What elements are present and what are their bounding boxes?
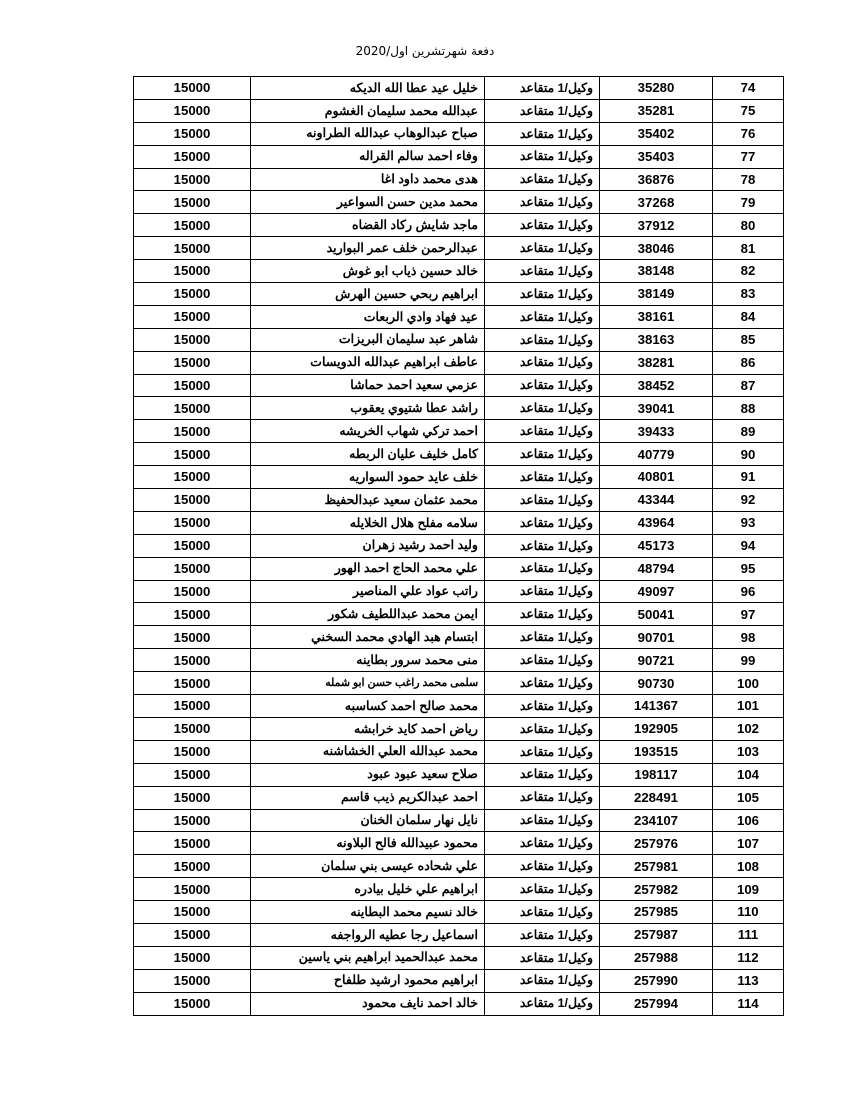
serial-number-cell: 100 [713,672,784,695]
roster-body [134,77,784,1016]
serial-number-cell: 111 [713,923,784,946]
id-number-cell: 234107 [600,809,713,832]
rank-status-cell: وكيل/1 متقاعد [485,237,600,260]
table-row [134,466,784,489]
amount-cell: 15000 [134,420,251,443]
rank-status-cell: وكيل/1 متقاعد [485,969,600,992]
serial-number-cell: 101 [713,695,784,718]
name-cell: خالد احمد نايف محمود [251,992,485,1015]
table-row [134,374,784,397]
name-cell: عيد فهاد وادي الربعات [251,305,485,328]
id-number-cell: 36876 [600,168,713,191]
serial-number-cell: 104 [713,763,784,786]
roster-table [133,76,784,1016]
id-number-cell: 141367 [600,695,713,718]
table-row [134,626,784,649]
amount-cell: 15000 [134,626,251,649]
serial-number-cell: 97 [713,603,784,626]
name-cell: كامل خليف عليان الربطه [251,443,485,466]
amount-cell: 15000 [134,260,251,283]
serial-number-cell: 95 [713,557,784,580]
serial-number-cell: 108 [713,855,784,878]
serial-number-cell: 103 [713,740,784,763]
serial-number-cell: 82 [713,260,784,283]
id-number-cell: 90721 [600,649,713,672]
rank-status-cell: وكيل/1 متقاعد [485,283,600,306]
name-cell: علي محمد الحاج احمد الهور [251,557,485,580]
amount-cell: 15000 [134,489,251,512]
amount-cell: 15000 [134,77,251,100]
name-cell: احمد عبدالكريم ذيب قاسم [251,786,485,809]
amount-cell: 15000 [134,557,251,580]
serial-number-cell: 109 [713,878,784,901]
table-row [134,260,784,283]
table-row [134,99,784,122]
table-row [134,672,784,695]
table-row [134,420,784,443]
rank-status-cell: وكيل/1 متقاعد [485,946,600,969]
serial-number-cell: 79 [713,191,784,214]
id-number-cell: 192905 [600,717,713,740]
rank-status-cell: وكيل/1 متقاعد [485,99,600,122]
rank-status-cell: وكيل/1 متقاعد [485,145,600,168]
rank-status-cell: وكيل/1 متقاعد [485,374,600,397]
name-cell: رياض احمد كايد خرابشه [251,717,485,740]
rank-status-cell: وكيل/1 متقاعد [485,717,600,740]
id-number-cell: 90730 [600,672,713,695]
serial-number-cell: 89 [713,420,784,443]
serial-number-cell: 106 [713,809,784,832]
table-row [134,878,784,901]
rank-status-cell: وكيل/1 متقاعد [485,489,600,512]
name-cell: صباح عبدالوهاب عبدالله الطراونه [251,122,485,145]
rank-status-cell: وكيل/1 متقاعد [485,305,600,328]
page-title-text: دفعة شهرتشرين اول/2020 [355,44,495,58]
id-number-cell: 39041 [600,397,713,420]
id-number-cell: 193515 [600,740,713,763]
name-cell: محمد عبدالله العلي الخشاشنه [251,740,485,763]
id-number-cell: 257988 [600,946,713,969]
serial-number-cell: 74 [713,77,784,100]
id-number-cell: 38452 [600,374,713,397]
serial-number-cell: 112 [713,946,784,969]
table-row [134,122,784,145]
id-number-cell: 35280 [600,77,713,100]
table-row [134,145,784,168]
rank-status-cell: وكيل/1 متقاعد [485,763,600,786]
serial-number-cell: 88 [713,397,784,420]
serial-number-cell: 77 [713,145,784,168]
name-cell: منى محمد سرور بطاينه [251,649,485,672]
rank-status-cell: وكيل/1 متقاعد [485,901,600,924]
id-number-cell: 90701 [600,626,713,649]
name-cell: ابتسام هبد الهادي محمد السخني [251,626,485,649]
id-number-cell: 38281 [600,351,713,374]
id-number-cell: 257985 [600,901,713,924]
rank-status-cell: وكيل/1 متقاعد [485,191,600,214]
id-number-cell: 48794 [600,557,713,580]
id-number-cell: 35402 [600,122,713,145]
amount-cell: 15000 [134,603,251,626]
name-cell: خالد نسيم محمد البطاينه [251,901,485,924]
id-number-cell: 40801 [600,466,713,489]
table-row [134,649,784,672]
rank-status-cell: وكيل/1 متقاعد [485,603,600,626]
amount-cell: 15000 [134,878,251,901]
table-row [134,786,784,809]
id-number-cell: 35403 [600,145,713,168]
serial-number-cell: 86 [713,351,784,374]
amount-cell: 15000 [134,717,251,740]
id-number-cell: 257987 [600,923,713,946]
amount-cell: 15000 [134,695,251,718]
name-cell: ابراهيم محمود ارشيد طلفاح [251,969,485,992]
rank-status-cell: وكيل/1 متقاعد [485,77,600,100]
name-cell: نايل نهار سلمان الخنان [251,809,485,832]
rank-status-cell: وكيل/1 متقاعد [485,580,600,603]
serial-number-cell: 91 [713,466,784,489]
serial-number-cell: 114 [713,992,784,1015]
name-cell: محمد عثمان سعيد عبدالحفيظ [251,489,485,512]
name-cell: شاهر عبد سليمان البريزات [251,328,485,351]
rank-status-cell: وكيل/1 متقاعد [485,992,600,1015]
id-number-cell: 40779 [600,443,713,466]
serial-number-cell: 83 [713,283,784,306]
table-row [134,580,784,603]
name-cell: سلامه مفلح هلال الخلايله [251,511,485,534]
rank-status-cell: وكيل/1 متقاعد [485,832,600,855]
rank-status-cell: وكيل/1 متقاعد [485,420,600,443]
amount-cell: 15000 [134,351,251,374]
table-row [134,740,784,763]
name-cell: صلاح سعيد عبود عبود [251,763,485,786]
serial-number-cell: 80 [713,214,784,237]
name-cell: راتب عواد علي المناصير [251,580,485,603]
id-number-cell: 228491 [600,786,713,809]
id-number-cell: 50041 [600,603,713,626]
serial-number-cell: 110 [713,901,784,924]
name-cell: خلف عايد حمود السواريه [251,466,485,489]
name-cell: ابراهيم علي خليل بيادره [251,878,485,901]
amount-cell: 15000 [134,946,251,969]
table-row [134,283,784,306]
amount-cell: 15000 [134,466,251,489]
id-number-cell: 49097 [600,580,713,603]
id-number-cell: 257976 [600,832,713,855]
table-row [134,923,784,946]
rank-status-cell: وكيل/1 متقاعد [485,443,600,466]
name-cell: ايمن محمد عبداللطيف شكور [251,603,485,626]
amount-cell: 15000 [134,923,251,946]
amount-cell: 15000 [134,992,251,1015]
name-cell: ابراهيم ربحي حسين الهرش [251,283,485,306]
name-cell: علي شحاده عيسى بني سلمان [251,855,485,878]
table-row [134,832,784,855]
name-cell: وفاء احمد سالم القراله [251,145,485,168]
serial-number-cell: 78 [713,168,784,191]
amount-cell: 15000 [134,511,251,534]
table-row [134,717,784,740]
table-row [134,603,784,626]
amount-cell: 15000 [134,397,251,420]
name-cell: عبدالرحمن خلف عمر البواريد [251,237,485,260]
table-row [134,763,784,786]
serial-number-cell: 102 [713,717,784,740]
serial-number-cell: 93 [713,511,784,534]
table-row [134,946,784,969]
amount-cell: 15000 [134,534,251,557]
amount-cell: 15000 [134,328,251,351]
rank-status-cell: وكيل/1 متقاعد [485,214,600,237]
name-cell: راشد عطا شتيوي يعقوب [251,397,485,420]
amount-cell: 15000 [134,672,251,695]
table-row [134,191,784,214]
serial-number-cell: 99 [713,649,784,672]
amount-cell: 15000 [134,191,251,214]
amount-cell: 15000 [134,237,251,260]
amount-cell: 15000 [134,214,251,237]
rank-status-cell: وكيل/1 متقاعد [485,809,600,832]
amount-cell: 15000 [134,374,251,397]
amount-cell: 15000 [134,168,251,191]
id-number-cell: 37268 [600,191,713,214]
id-number-cell: 257990 [600,969,713,992]
rank-status-cell: وكيل/1 متقاعد [485,786,600,809]
id-number-cell: 198117 [600,763,713,786]
serial-number-cell: 75 [713,99,784,122]
amount-cell: 15000 [134,855,251,878]
name-cell: محمود عبيدالله فالح البلاونه [251,832,485,855]
rank-status-cell: وكيل/1 متقاعد [485,466,600,489]
name-cell: اسماعيل رجا عطيه الرواجفه [251,923,485,946]
serial-number-cell: 81 [713,237,784,260]
id-number-cell: 37912 [600,214,713,237]
serial-number-cell: 98 [713,626,784,649]
amount-cell: 15000 [134,763,251,786]
table-row [134,305,784,328]
table-row [134,901,784,924]
amount-cell: 15000 [134,305,251,328]
amount-cell: 15000 [134,122,251,145]
name-cell: سلمى محمد راغب حسن ابو شمله [251,672,485,695]
id-number-cell: 38148 [600,260,713,283]
rank-status-cell: وكيل/1 متقاعد [485,695,600,718]
amount-cell: 15000 [134,809,251,832]
table-row [134,695,784,718]
rank-status-cell: وكيل/1 متقاعد [485,878,600,901]
rank-status-cell: وكيل/1 متقاعد [485,672,600,695]
page-title [0,44,850,58]
table-row [134,511,784,534]
table-row [134,534,784,557]
table-row [134,237,784,260]
rank-status-cell: وكيل/1 متقاعد [485,626,600,649]
name-cell: هدى محمد داود اغا [251,168,485,191]
table-row [134,77,784,100]
table-row [134,168,784,191]
id-number-cell: 257981 [600,855,713,878]
name-cell: عزمي سعيد احمد حماشا [251,374,485,397]
serial-number-cell: 113 [713,969,784,992]
rank-status-cell: وكيل/1 متقاعد [485,649,600,672]
id-number-cell: 257982 [600,878,713,901]
serial-number-cell: 76 [713,122,784,145]
rank-status-cell: وكيل/1 متقاعد [485,328,600,351]
serial-number-cell: 94 [713,534,784,557]
serial-number-cell: 96 [713,580,784,603]
table-row [134,351,784,374]
serial-number-cell: 92 [713,489,784,512]
table-row [134,992,784,1015]
amount-cell: 15000 [134,283,251,306]
rank-status-cell: وكيل/1 متقاعد [485,122,600,145]
rank-status-cell: وكيل/1 متقاعد [485,923,600,946]
name-cell: محمد صالح احمد كساسبه [251,695,485,718]
rank-status-cell: وكيل/1 متقاعد [485,511,600,534]
rank-status-cell: وكيل/1 متقاعد [485,557,600,580]
serial-number-cell: 84 [713,305,784,328]
table-row [134,489,784,512]
id-number-cell: 43344 [600,489,713,512]
table-row [134,214,784,237]
rank-status-cell: وكيل/1 متقاعد [485,351,600,374]
id-number-cell: 38161 [600,305,713,328]
name-cell: محمد مدين حسن السواعير [251,191,485,214]
amount-cell: 15000 [134,580,251,603]
table-row [134,969,784,992]
name-cell: خالد حسين ذياب ابو غوش [251,260,485,283]
id-number-cell: 43964 [600,511,713,534]
table-row [134,557,784,580]
name-cell: محمد عبدالحميد ابراهيم بني ياسين [251,946,485,969]
rank-status-cell: وكيل/1 متقاعد [485,397,600,420]
amount-cell: 15000 [134,832,251,855]
amount-cell: 15000 [134,740,251,763]
table-row [134,397,784,420]
id-number-cell: 38149 [600,283,713,306]
name-cell: احمد تركي شهاب الخريشه [251,420,485,443]
table-row [134,443,784,466]
rank-status-cell: وكيل/1 متقاعد [485,740,600,763]
name-cell: وليد احمد رشيد زهران [251,534,485,557]
amount-cell: 15000 [134,145,251,168]
amount-cell: 15000 [134,99,251,122]
amount-cell: 15000 [134,969,251,992]
id-number-cell: 39433 [600,420,713,443]
amount-cell: 15000 [134,786,251,809]
serial-number-cell: 87 [713,374,784,397]
table-row [134,809,784,832]
rank-status-cell: وكيل/1 متقاعد [485,534,600,557]
amount-cell: 15000 [134,443,251,466]
id-number-cell: 38046 [600,237,713,260]
rank-status-cell: وكيل/1 متقاعد [485,168,600,191]
serial-number-cell: 105 [713,786,784,809]
amount-cell: 15000 [134,901,251,924]
id-number-cell: 35281 [600,99,713,122]
id-number-cell: 257994 [600,992,713,1015]
name-cell: ماجد شايش ركاد القضاه [251,214,485,237]
id-number-cell: 38163 [600,328,713,351]
table-row [134,855,784,878]
table-row [134,328,784,351]
name-cell: عبدالله محمد سليمان الغشوم [251,99,485,122]
rank-status-cell: وكيل/1 متقاعد [485,260,600,283]
id-number-cell: 45173 [600,534,713,557]
rank-status-cell: وكيل/1 متقاعد [485,855,600,878]
serial-number-cell: 90 [713,443,784,466]
name-cell: عاطف ابراهيم عبدالله الدويسات [251,351,485,374]
serial-number-cell: 85 [713,328,784,351]
amount-cell: 15000 [134,649,251,672]
name-cell: خليل عيد عطا الله الديكه [251,77,485,100]
serial-number-cell: 107 [713,832,784,855]
